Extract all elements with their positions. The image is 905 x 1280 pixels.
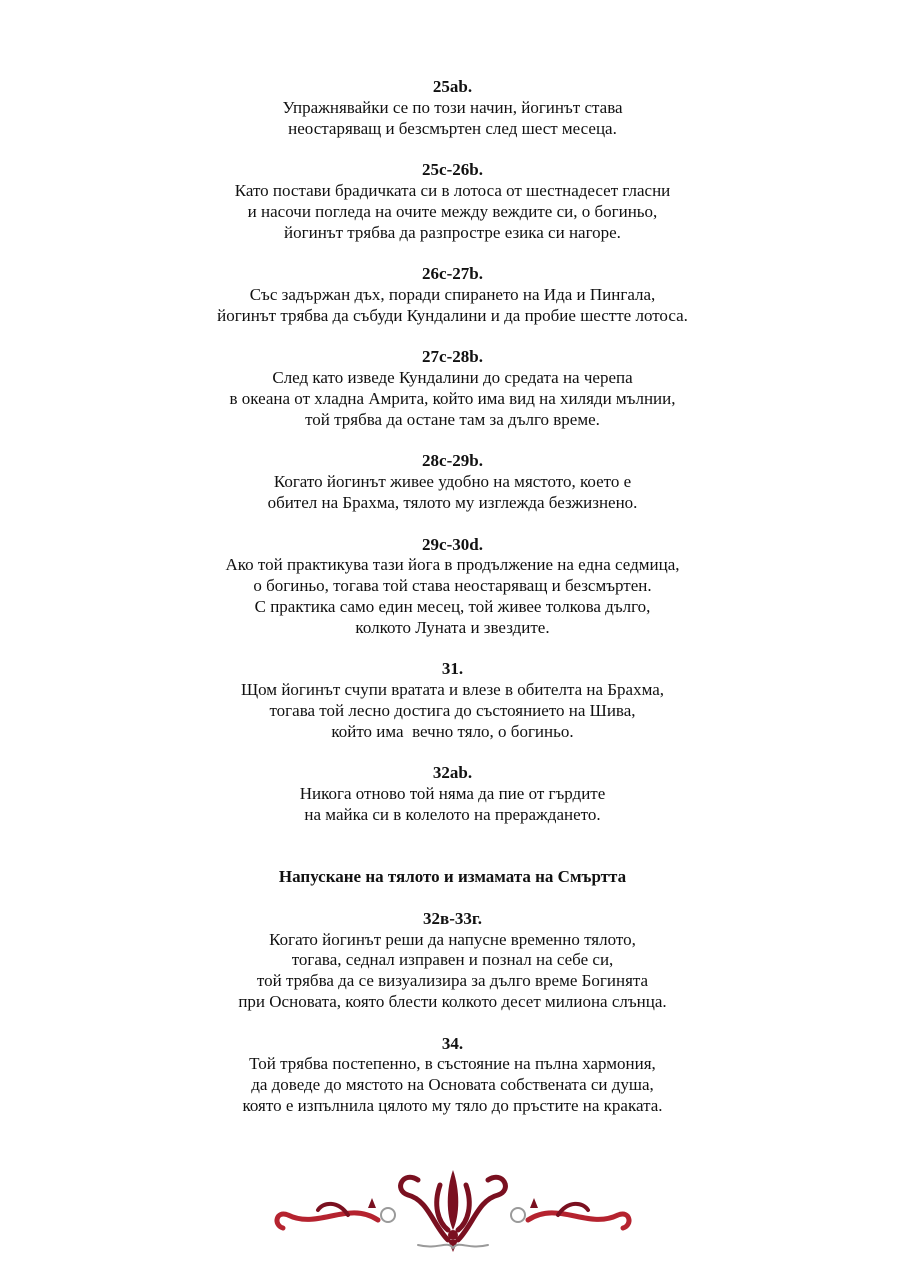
verse xyxy=(0,763,905,825)
verse-line: Никога отново той няма да пие от гърдите xyxy=(299,784,606,804)
verse-line: той трябва да остане там за дълго време. xyxy=(305,409,600,429)
verse-line: която е изпълнила цялото му тяло до пръстите на краката. xyxy=(242,1096,663,1116)
verse xyxy=(0,160,905,243)
verse-number: 28c-29b. xyxy=(422,451,483,471)
verse-line: в океана от хладна Амрита, който има вид на хиляди мълнии, xyxy=(229,388,676,408)
verse-line: тогава той лесно достига до състоянието на Шива, xyxy=(269,700,636,720)
verse-line: Когато йогинът реши да напусне временно тялото, xyxy=(269,929,636,949)
verse-number: 32ab. xyxy=(432,763,473,783)
verse-line: на майка си в колелото на прераждането. xyxy=(304,804,601,824)
verse-line: Той трябва постепенно, в състояние на пълна хармония, xyxy=(249,1054,656,1074)
verse-line: и насочи погледа на очите между веждите си, о богиньо, xyxy=(247,201,658,221)
verse-line: Когато йогинът живее удобно на мястото, което е xyxy=(273,472,632,492)
verse-line: който има вечно тяло, о богиньо. xyxy=(331,721,574,741)
verse xyxy=(0,1034,905,1117)
verse-line: тогава, седнал изправен и познал на себе си, xyxy=(291,950,614,970)
verse-number: 25c-26b. xyxy=(422,160,483,180)
verse-line: Със задържан дъх, поради спирането на Ида и Пингала, xyxy=(249,284,656,304)
verse-number: 34. xyxy=(441,1033,464,1053)
verse-number: 32в-33г. xyxy=(423,908,482,928)
verse-line: той трябва да се визуализира за дълго време Богинята xyxy=(256,971,649,991)
verse-line: С практика само един месец, той живее толкова дълго, xyxy=(254,596,651,616)
verse xyxy=(0,909,905,1013)
verse-line: Щом йогинът счупи вратата и влезе в обителта на Брахма, xyxy=(240,680,665,700)
verse-line: неостаряващ и безсмъртен след шест месеца. xyxy=(288,118,617,138)
verse-line: обител на Брахма, тялото му изглежда безжизнено. xyxy=(267,492,638,512)
verse-line: Като постави брадичката си в лотоса от шестнадесет гласни xyxy=(234,180,671,200)
verses-part-1 xyxy=(0,77,905,826)
verse xyxy=(0,535,905,639)
decorative-ornament xyxy=(268,1160,638,1255)
verse xyxy=(0,347,905,430)
verse xyxy=(0,77,905,139)
verse-line: при Основата, която блести колкото десет милиона слънца. xyxy=(238,992,667,1012)
document-page xyxy=(0,77,905,1138)
verse-line: След като изведе Кундалини до средата на черепа xyxy=(272,368,633,388)
verse-number: 25ab. xyxy=(432,77,473,96)
verse-number: 31. xyxy=(441,659,464,679)
verse-line: Упражнявайки се по този начин, йогинът става xyxy=(282,97,623,117)
verse-number: 29c-30d. xyxy=(422,534,483,554)
verse-number: 27c-28b. xyxy=(422,347,483,367)
section-title: Напускане на тялото и измамата на Смъртта xyxy=(278,867,627,887)
verse-line: о богиньо, тогава той става неостаряващ и безсмъртен. xyxy=(253,576,652,596)
verse-line: колкото Луната и звездите. xyxy=(355,617,550,637)
verse-line: йогинът трябва да разпростре езика си нагоре. xyxy=(284,222,621,242)
verses-part-2 xyxy=(0,909,905,1117)
verse xyxy=(0,451,905,513)
verse-line: Ако той практикува тази йога в продължение на една седмица, xyxy=(225,555,680,575)
verse-line: йогинът трябва да събуди Кундалини и да пробие шестте лотоса. xyxy=(217,305,688,325)
verse xyxy=(0,264,905,326)
verse-number: 26c-27b. xyxy=(422,264,483,284)
verse xyxy=(0,659,905,742)
verse-line: да доведе до мястото на Основата собствената си душа, xyxy=(251,1075,654,1095)
